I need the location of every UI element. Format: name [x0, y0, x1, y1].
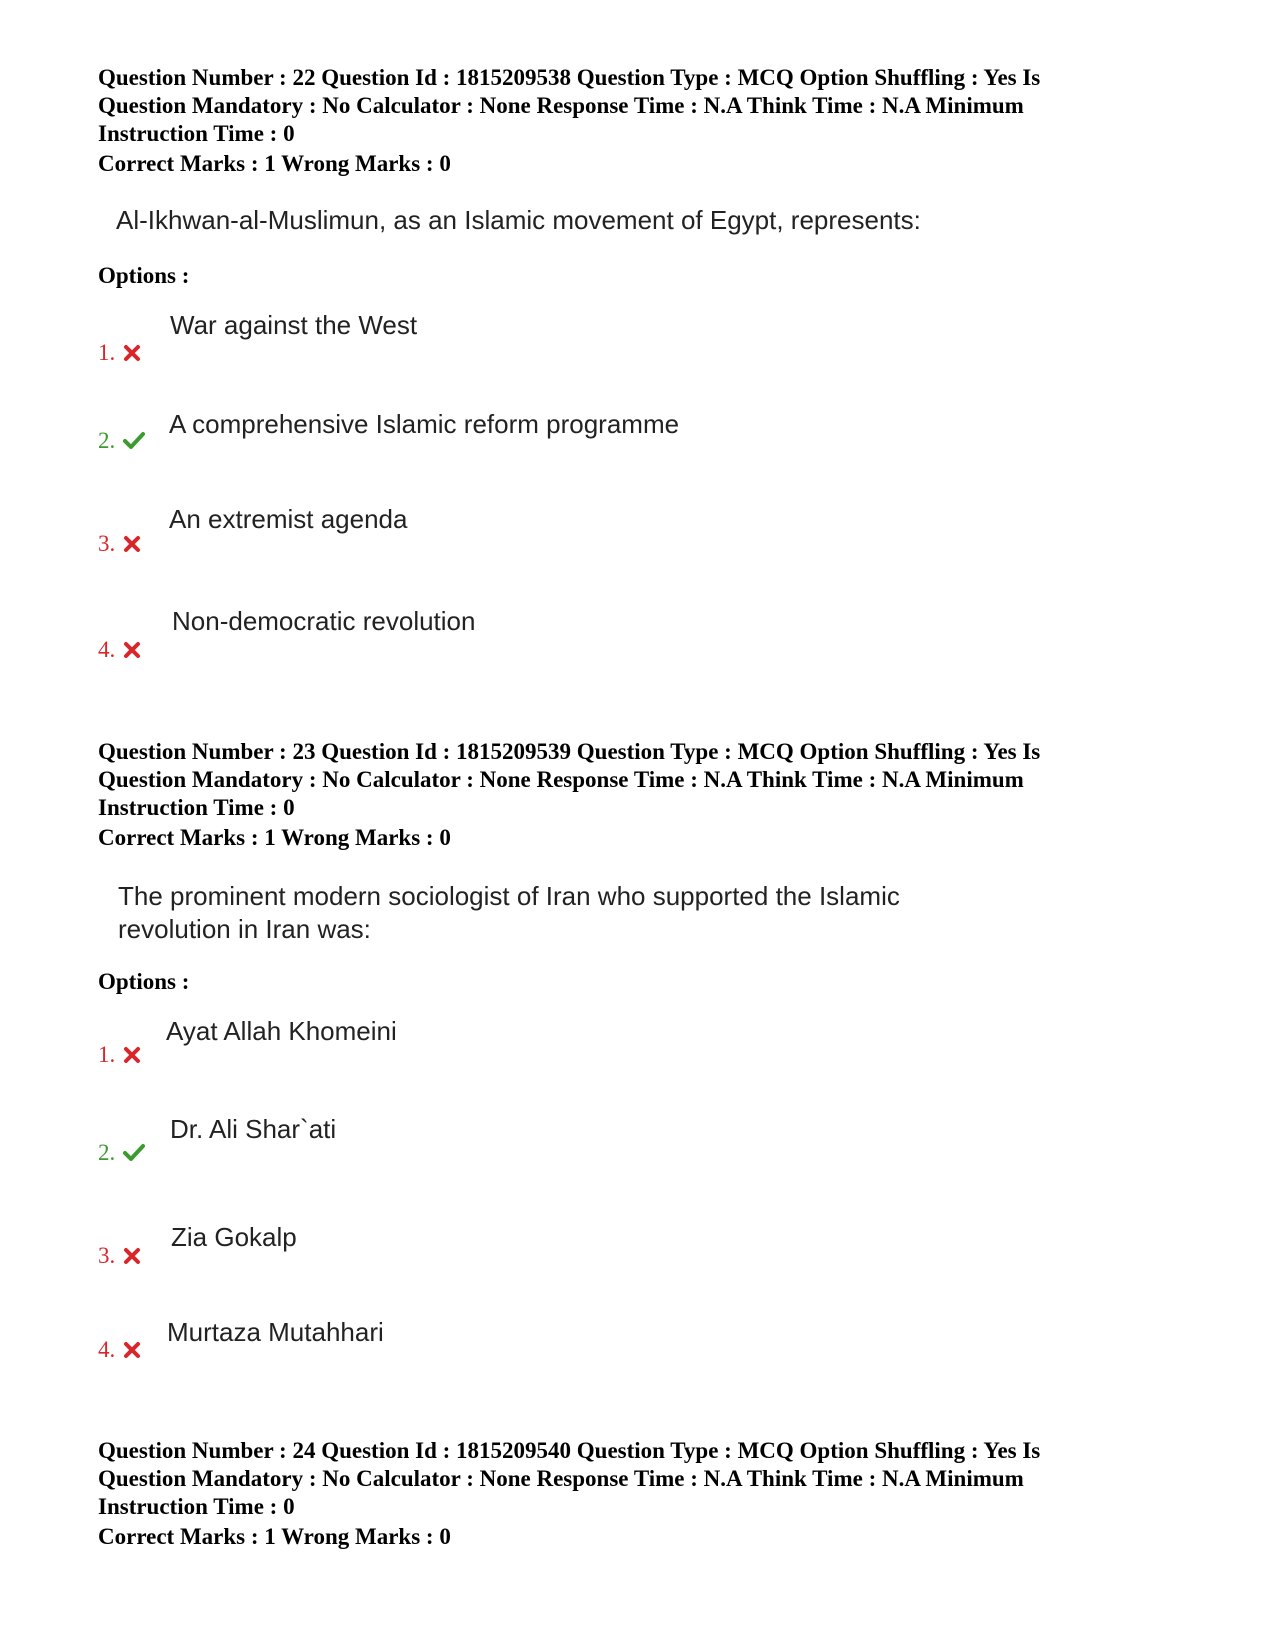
option-number [98, 1139, 145, 1167]
cross-icon [123, 641, 141, 659]
question-23-marks: Correct Marks : 1 Wrong Marks : 0 [98, 825, 451, 850]
option-number-label: 3. [98, 531, 116, 556]
question-23-options-label: Options : [98, 969, 190, 994]
question-meta-line: Instruction Time : 0 [98, 795, 295, 820]
option-number-label: 4. [98, 637, 116, 662]
option-number-label: 2. [98, 428, 116, 453]
option-text: Murtaza Mutahhari [167, 1317, 384, 1347]
question-22-text [116, 204, 921, 237]
question-23-meta [98, 738, 1178, 822]
option-number [98, 1041, 141, 1069]
question-22-meta [98, 64, 1178, 148]
option-number [98, 636, 141, 664]
question-meta-line: Question Mandatory : No Calculator : None Response Time : N.A Think Time : N.A Minimum [98, 1466, 1024, 1491]
option-number [98, 530, 141, 558]
option-number [98, 339, 141, 367]
option-number-label: 4. [98, 1337, 116, 1362]
question-meta-line: Instruction Time : 0 [98, 1494, 295, 1519]
question-meta-line: Question Number : 23 Question Id : 1815209539 Question Type : MCQ Option Shuffling : Yes Is [98, 739, 1041, 764]
question-meta-line: Instruction Time : 0 [98, 121, 295, 146]
question-text-line: Al-Ikhwan-al-Muslimun, as an Islamic movement of Egypt, represents: [116, 205, 921, 235]
option-number-label: 1. [98, 340, 116, 365]
cross-icon [123, 535, 141, 553]
check-icon [123, 432, 145, 450]
option-number-label: 1. [98, 1042, 116, 1067]
option-text: An extremist agenda [169, 504, 408, 534]
option-text: Ayat Allah Khomeini [166, 1016, 397, 1046]
cross-icon [123, 1247, 141, 1265]
question-24-marks: Correct Marks : 1 Wrong Marks : 0 [98, 1524, 451, 1549]
cross-icon [123, 344, 141, 362]
option-number-label: 2. [98, 1140, 116, 1165]
question-23-text [118, 880, 900, 946]
option-text: Dr. Ali Shar`ati [170, 1114, 337, 1144]
option-number [98, 427, 145, 455]
question-meta-line: Question Number : 24 Question Id : 1815209540 Question Type : MCQ Option Shuffling : Yes Is [98, 1438, 1041, 1463]
option-text: Zia Gokalp [171, 1222, 297, 1252]
question-meta-line: Question Mandatory : No Calculator : None Response Time : N.A Think Time : N.A Minimum [98, 767, 1024, 792]
option-text: Non-democratic revolution [172, 606, 476, 636]
question-text-line: revolution in Iran was: [118, 914, 371, 944]
question-meta-line: Question Number : 22 Question Id : 1815209538 Question Type : MCQ Option Shuffling : Yes Is [98, 65, 1041, 90]
cross-icon [123, 1046, 141, 1064]
question-meta-line: Question Mandatory : No Calculator : None Response Time : N.A Think Time : N.A Minimum [98, 93, 1024, 118]
check-icon [123, 1144, 145, 1162]
cross-icon [123, 1341, 141, 1359]
option-number [98, 1336, 141, 1364]
option-text: War against the West [170, 310, 418, 340]
question-24-meta [98, 1437, 1178, 1521]
option-text: A comprehensive Islamic reform programme [169, 409, 680, 439]
question-text-line: The prominent modern sociologist of Iran who supported the Islamic [118, 881, 900, 911]
option-number-label: 3. [98, 1243, 116, 1268]
question-22-options-label: Options : [98, 263, 190, 288]
option-number [98, 1242, 141, 1270]
question-22-marks: Correct Marks : 1 Wrong Marks : 0 [98, 151, 451, 176]
